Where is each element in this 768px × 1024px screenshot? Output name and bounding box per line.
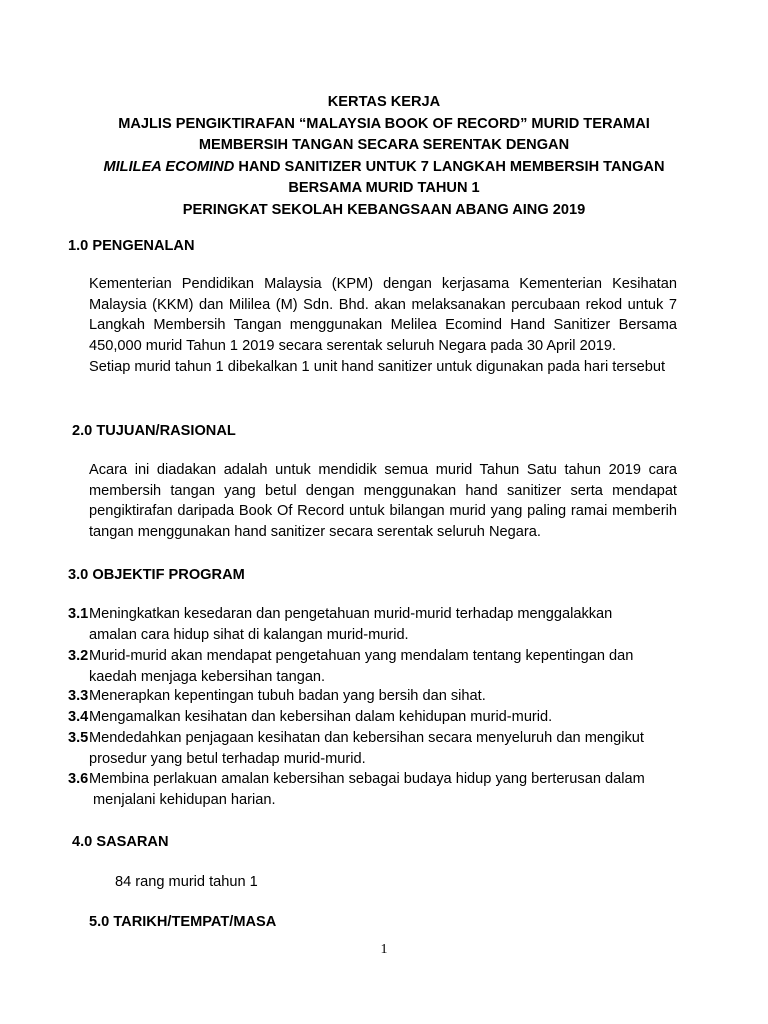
objective-text-block xyxy=(89,604,677,646)
objective-item xyxy=(68,707,677,728)
objective-text-block xyxy=(89,646,677,688)
objective-text-block xyxy=(89,686,677,707)
objective-text: Mendedahkan penjagaan kesihatan dan kebersihan secara menyeluruh dan mengikut xyxy=(89,730,644,746)
objective-text-cont: menjalani kehidupan harian. xyxy=(93,792,276,808)
objective-item xyxy=(68,604,677,646)
objective-item xyxy=(68,646,677,688)
target-text: 84 rang murid tahun 1 xyxy=(115,874,258,890)
title-brand-italic: MILILEA ECOMIND xyxy=(103,158,235,175)
objective-number: 3.3 xyxy=(68,688,89,704)
objective-number: 3.6 xyxy=(68,771,89,787)
objective-number: 3.4 xyxy=(68,709,89,725)
title-line-4 xyxy=(60,157,708,179)
title-line-1: KERTAS KERJA xyxy=(327,94,441,110)
objective-text-block xyxy=(89,728,677,770)
section-5-heading: 5.0 TARIKH/TEMPAT/MASA xyxy=(89,914,277,930)
objective-text: Membina perlakuan amalan kebersihan sebagai budaya hidup yang berterusan dalam xyxy=(89,771,645,787)
title-line-6: PERINGKAT SEKOLAH KEBANGSAAN ABANG AING 2019 xyxy=(182,201,586,218)
objective-text-cont: kaedah menjaga kebersihan tangan. xyxy=(89,669,326,685)
objective-item xyxy=(68,686,677,707)
objective-number: 3.1 xyxy=(68,606,89,622)
section-1-heading: 1.0 PENGENALAN xyxy=(68,238,195,254)
section-4-heading: 4.0 SASARAN xyxy=(72,834,169,850)
title-line-2: MAJLIS PENGIKTIRAFAN “MALAYSIA BOOK OF RECORD” MURID TERAMAI xyxy=(118,115,650,132)
section-2-body xyxy=(89,460,677,543)
document-title-block xyxy=(60,92,708,221)
section-2-paragraph-1: Acara ini diadakan adalah untuk mendidik semua murid Tahun Satu tahun 2019 cara membersih tangan yang betul dengan menggunakan hand sanitizer serta mendapat pengiktirafan daripada Book Of Record untuk bilangan murid yang paling ramai memberih tangan menggunakan hand sanitizer secara serentak seluruh Negara. xyxy=(89,462,677,541)
objective-text: Murid-murid akan mendapat pengetahuan yang mendalam tentang kepentingan dan xyxy=(89,648,634,664)
section-1-body xyxy=(89,274,677,378)
objective-text: Mengamalkan kesihatan dan kebersihan dalam kehidupan murid-murid. xyxy=(89,709,553,725)
objective-number: 3.5 xyxy=(68,730,89,746)
objective-text-block xyxy=(89,707,677,728)
objective-text-cont: amalan cara hidup sihat di kalangan murid-murid. xyxy=(89,627,409,643)
objective-text: Menerapkan kepentingan tubuh badan yang bersih dan sihat. xyxy=(89,688,486,704)
page-number: 1 xyxy=(380,942,388,957)
section-2-heading: 2.0 TUJUAN/RASIONAL xyxy=(72,423,236,439)
objective-text-cont: prosedur yang betul terhadap murid-murid. xyxy=(89,751,366,767)
title-line-4-rest: HAND SANITIZER UNTUK 7 LANGKAH MEMBERSIH TANGAN xyxy=(234,158,665,175)
objective-item xyxy=(68,728,677,770)
objective-number: 3.2 xyxy=(68,648,89,664)
objective-text: Meningkatkan kesedaran dan pengetahuan murid-murid terhadap menggalakkan xyxy=(89,606,613,622)
section-1-paragraph-1: Kementerian Pendidikan Malaysia (KPM) dengan kerjasama Kementerian Kesihatan Malaysia (KKM) dan Mililea (M) Sdn. Bhd. akan melaksanakan percubaan rekod untuk 7 Langkah Membersih Tangan menggunakan Melilea Ecomind Hand Sanitizer Bersama 450,000 murid Tahun 1 2019 secara serentak seluruh Negara pada 30 April 2019. xyxy=(89,276,677,355)
objective-item xyxy=(68,769,677,811)
section-3-heading: 3.0 OBJEKTIF PROGRAM xyxy=(68,567,245,583)
objective-text-block xyxy=(89,769,677,811)
section-1-paragraph-2: Setiap murid tahun 1 dibekalkan 1 unit hand sanitizer untuk digunakan pada hari tersebut xyxy=(89,358,666,375)
title-line-3: MEMBERSIH TANGAN SECARA SERENTAK DENGAN xyxy=(198,137,570,153)
title-line-5: BERSAMA MURID TAHUN 1 xyxy=(288,180,480,196)
